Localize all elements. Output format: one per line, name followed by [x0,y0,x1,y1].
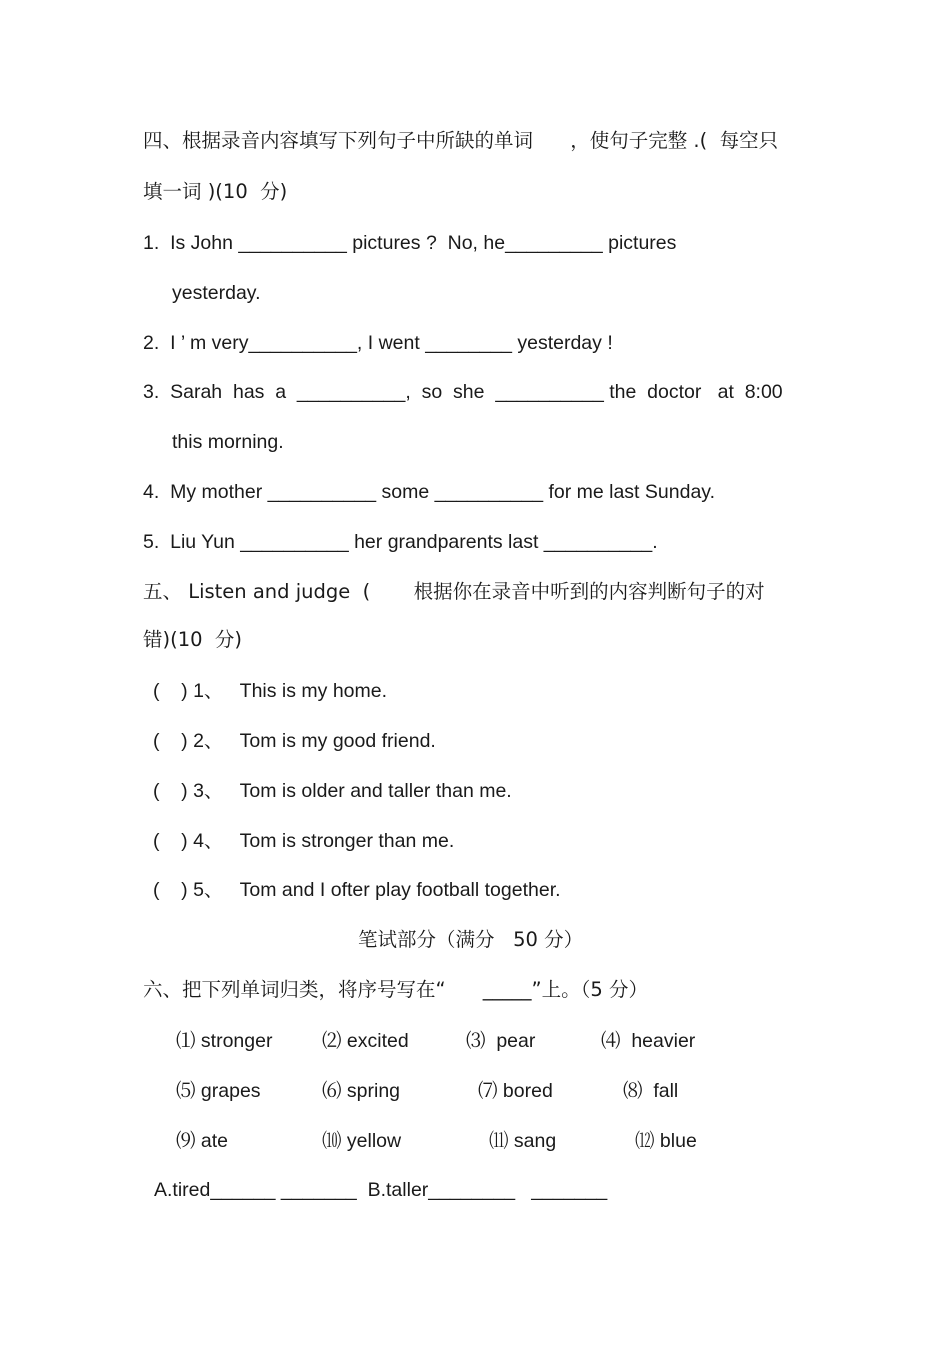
section4-q5: 5. Liu Yun __________ her grandparents last __________. [143,531,658,553]
word-item: ⑸ grapes [176,1080,261,1102]
word-item: ⑺ bored [478,1080,553,1102]
word-item: ⑼ ate [176,1130,229,1152]
section4-q2: 2. I ’ m very__________, I went ________ yesterday ! [143,332,613,354]
written-part-title: 笔试部分（满分 50 分） [358,928,584,951]
word-item: ⑿ blue [635,1130,697,1152]
section6-heading: 六、把下列单词归类，将序号写在“ _____”上。（5 分） [143,978,649,1001]
word-item: ⑷ heavier [601,1030,696,1052]
word-item: ⑹ spring [322,1080,401,1102]
section4-heading-line1: 四、根据录音内容填写下列句子中所缺的单词 ，使句子完整 .( 每空只 [143,129,779,152]
judge-item-1: ( ) 1、 This is my home. [153,680,388,702]
word-item: ⑵ excited [322,1030,409,1052]
section4-q3-line1: 3. Sarah has a __________, so she __________ the doctor at 8:00 [143,381,783,403]
word-item: ⑶ pear [466,1030,536,1052]
section4-q1-line1: 1. Is John __________ pictures ? No, he_________ pictures [143,232,677,254]
judge-item-3: ( ) 3、 Tom is older and taller than me. [153,780,512,802]
section5-heading-line1: 五、 Listen and judge ( 根据你在录音中听到的内容判断句子的对 [143,580,765,603]
word-item: ⑾ sang [489,1130,557,1152]
section4-q3-line2: this morning. [172,431,284,453]
judge-item-4: ( ) 4、 Tom is stronger than me. [153,830,455,852]
section4-heading-line2: 填一词 )(10 分) [143,180,288,203]
judge-item-2: ( ) 2、 Tom is my good friend. [153,730,436,752]
classification-answer-line: A.tired______ _______ B.taller________ _______ [154,1179,608,1201]
section5-heading-line2: 错)(10 分) [143,628,243,651]
word-item: ⑻ fall [623,1080,679,1102]
section4-q4: 4. My mother __________ some __________ for me last Sunday. [143,481,716,503]
section4-q1-line2: yesterday. [172,282,261,304]
word-item: ⑴ stronger [176,1030,273,1052]
judge-item-5: ( ) 5、 Tom and I ofter play football together. [153,879,561,901]
word-item: ⑽ yellow [322,1130,402,1152]
